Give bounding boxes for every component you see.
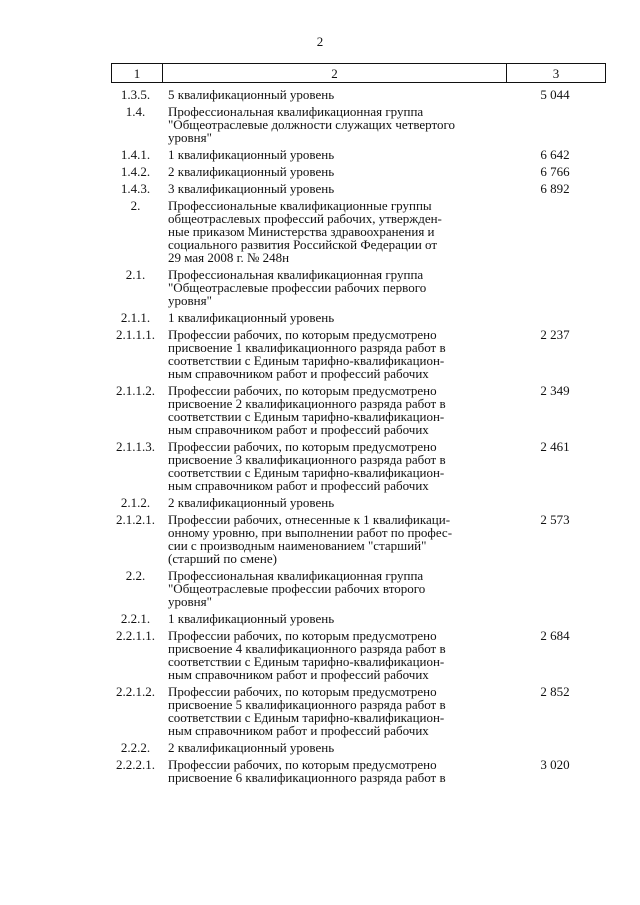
row-value: 6 892: [540, 181, 570, 196]
row-text: Профессиональная квалификационная группа "Общеотраслевые профессии рабочих первого уровня": [168, 267, 427, 308]
row-text: Профессии рабочих, по которым предусмотрено присвоение 2 квалификационного разряда работ в соответствии с Единым тарифно-квалификацион- ным справочником работ и профессий рабочих: [168, 383, 446, 437]
row-value: 2 684: [540, 628, 570, 643]
table-row: [0, 758, 640, 784]
row-text: 1 квалификационный уровень: [168, 310, 335, 325]
table-row: [0, 182, 640, 195]
row-value: 2 237: [540, 327, 570, 342]
row-text: 2 квалификационный уровень: [168, 740, 335, 755]
table-row: [0, 105, 640, 144]
page-number: 2: [316, 34, 324, 49]
row-text: 2 квалификационный уровень: [168, 164, 335, 179]
row-number: 2.1.1.1.: [116, 327, 155, 342]
row-text: Профессиональная квалификационная группа "Общеотраслевые профессии рабочих второго уровня": [168, 568, 426, 609]
table-row: [0, 513, 640, 565]
table-body: [0, 88, 640, 788]
row-number: 1.3.5.: [120, 87, 151, 102]
row-value: 6 766: [540, 164, 570, 179]
table-row: [0, 612, 640, 625]
row-text: 2 квалификационный уровень: [168, 495, 335, 510]
row-text: 3 квалификационный уровень: [168, 181, 335, 196]
table-row: [0, 741, 640, 754]
row-value: 2 349: [540, 383, 570, 398]
row-number: 2.1.1.2.: [116, 383, 155, 398]
row-number: 2.1.1.3.: [116, 439, 155, 454]
row-number: 2.2.1.: [120, 611, 151, 626]
row-text: Профессии рабочих, по которым предусмотрено присвоение 1 квалификационного разряда работ в соответствии с Единым тарифно-квалификацион- ным справочником работ и профессий рабочих: [168, 327, 446, 381]
row-text: Профессиональные квалификационные группы общеотраслевых профессий рабочих, утвержден- ные приказом Министерства здравоохранения и социального развития Российской Федерации от 29 мая 2008 г. № 248н: [168, 198, 442, 265]
row-value: 6 642: [540, 147, 570, 162]
row-text: Профессии рабочих, по которым предусмотрено присвоение 4 квалификационного разряда работ в соответствии с Единым тарифно-квалификацион- ным справочником работ и профессий рабочих: [168, 628, 446, 682]
row-number: 2.2.1.1.: [116, 628, 155, 643]
row-number: 2.: [130, 198, 141, 213]
table-row: [0, 328, 640, 380]
row-number: 1.4.: [125, 104, 146, 119]
table-row: [0, 384, 640, 436]
table-row: [0, 88, 640, 101]
row-text: 1 квалификационный уровень: [168, 611, 335, 626]
table-row: [0, 569, 640, 608]
row-number: 2.2.1.2.: [116, 684, 155, 699]
header-col-2: 2: [163, 64, 507, 83]
table-row: [0, 268, 640, 307]
table-row: [0, 685, 640, 737]
table-row: [0, 311, 640, 324]
table-header: [111, 63, 606, 83]
row-text: Профессии рабочих, отнесенные к 1 квалификаци- онному уровню, при выполнении работ по профес- сии с производным наименованием "старший" (старший по смене): [168, 512, 453, 566]
row-number: 2.2.: [125, 568, 146, 583]
row-number: 2.1.1.: [120, 310, 151, 325]
row-number: 2.2.2.: [120, 740, 151, 755]
header-col-1: 1: [112, 64, 163, 83]
row-number: 2.1.: [125, 267, 146, 282]
row-number: 1.4.3.: [120, 181, 151, 196]
row-number: 1.4.1.: [120, 147, 151, 162]
header-col-3: 3: [507, 64, 606, 83]
table-row: [0, 148, 640, 161]
row-number: 2.1.2.: [120, 495, 151, 510]
row-text: 5 квалификационный уровень: [168, 87, 335, 102]
table-row: [0, 629, 640, 681]
row-number: 2.2.2.1.: [116, 757, 155, 772]
row-text: Профессии рабочих, по которым предусмотрено присвоение 3 квалификационного разряда работ в соответствии с Единым тарифно-квалификацион- ным справочником работ и профессий рабочих: [168, 439, 446, 493]
row-value: 3 020: [540, 757, 570, 772]
row-value: 2 573: [540, 512, 570, 527]
row-text: 1 квалификационный уровень: [168, 147, 335, 162]
table-row: [0, 199, 640, 264]
row-text: Профессии рабочих, по которым предусмотрено присвоение 5 квалификационного разряда работ в соответствии с Единым тарифно-квалификацион- ным справочником работ и профессий рабочих: [168, 684, 446, 738]
table-row: [0, 165, 640, 178]
row-value: 2 852: [540, 684, 570, 699]
row-value: 5 044: [540, 87, 570, 102]
row-text: Профессии рабочих, по которым предусмотрено присвоение 6 квалификационного разряда работ в: [168, 757, 446, 785]
row-number: 1.4.2.: [120, 164, 151, 179]
table-row: [0, 496, 640, 509]
row-number: 2.1.2.1.: [116, 512, 155, 527]
row-text: Профессиональная квалификационная группа "Общеотраслевые должности служащих четвертого уровня": [168, 104, 456, 145]
row-value: 2 461: [540, 439, 570, 454]
table-row: [0, 440, 640, 492]
